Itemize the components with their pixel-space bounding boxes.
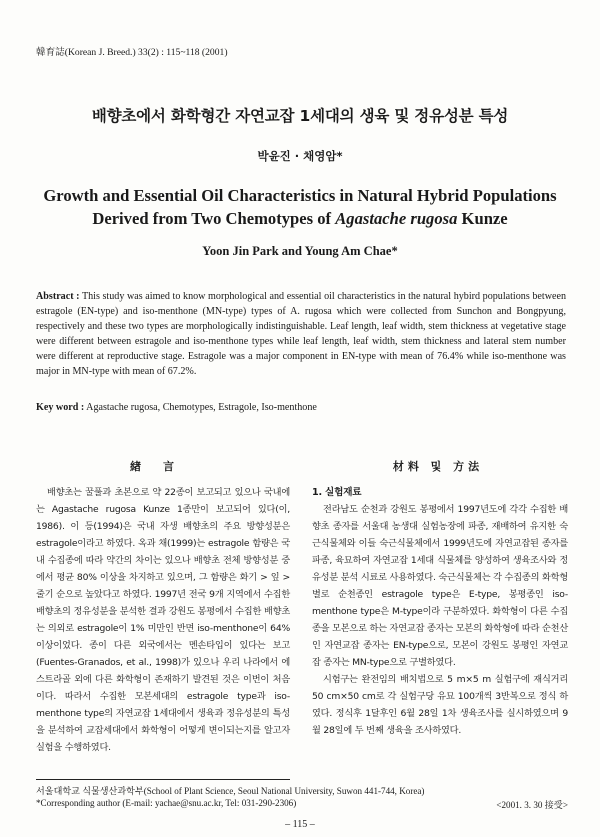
subsection-heading-materials: 1. 실험재료 <box>312 487 362 498</box>
korean-authors: 박윤진 · 채영암* <box>257 149 343 163</box>
abstract-text: This study was aimed to know morphological and essential oil characteristics in the natural hybird populations between estragole (EN-type) and iso-menthone (MN-type) types of A. rugosa which were collected from Sunchon and Bongpyung, respectively and these two types are morphologically indistinguishable. Leaf length, leaf width, stem thickness at vegetative stage were different between estragole and iso-menthone types while leaf length, leaf width, stem thickness and lateral stem number were different at reproductive stage. Estragole was a major component in EN-type with mean of 76.4% while iso-menthone was major in MN-type with mean of 67.2%. <box>36 291 566 378</box>
methods-column <box>312 484 568 739</box>
keyword-label: Key word : <box>36 402 85 413</box>
title-species-name: Agastache rugosa <box>335 209 458 228</box>
methods-paragraph-2: 시험구는 완전임의 배치법으로 5 m×5 m 실험구에 재식거리 50 cm×50 cm로 각 실험구당 유묘 100개씩 3반복으로 정식 하였다. 정식후 1달후인 6월 28일 1차 생육조사를 실시하였으며 9월 28일에 두 번째 생육을 조사하였다. <box>312 674 568 736</box>
keyword-text: Agastache rugosa, Chemotypes, Estragole, Iso-menthone <box>84 402 317 413</box>
page-number: – 115 – <box>285 819 315 830</box>
english-title <box>0 184 600 230</box>
english-title-line-1: Growth and Essential Oil Characteristics in Natural Hybrid Populations <box>43 186 557 205</box>
section-heading-introduction: 緖言 <box>130 460 196 473</box>
methods-paragraph-1: 전라남도 순천과 강원도 봉평에서 1997년도에 각각 수집한 배향초 종자를 서울대 농생대 실험농장에 파종, 재배하여 유지한 숙근식물체와 이들 숙근식물체에서 1999년도에 자연교잡된 종자를 파종, 육묘하여 자연교잡 1세대 식물체를 양성하여 생육조사와 정유성분 분석 시료로 사용하였다. 숙근식물체는 각 수집종의 화학형별로 순천종인 estragole type은 E-type, 봉평종인 iso-menthone type은 M-type이라 구분하였다. 화학형이 다른 수집종을 모본으로 하는 자연교잡 종자는 모본의 화학형에 따라 순천산인 자연교잡 종자는 EN-type으로, 모본이 강원도 봉평인 자연교잡 종자는 MN-type으로 구별하였다. <box>312 504 568 668</box>
footnote-divider <box>36 779 290 780</box>
title-line-2-pre: Derived from Two Chemotypes of <box>92 209 336 228</box>
keywords <box>36 402 566 413</box>
korean-title: 배향초에서 화학형간 자연교잡 1세대의 생육 및 정유성분 특성 <box>91 107 509 125</box>
english-authors: Yoon Jin Park and Young Am Chae* <box>202 244 398 258</box>
title-line-2-post: Kunze <box>457 209 508 228</box>
abstract <box>36 289 566 380</box>
introduction-column <box>36 484 290 756</box>
introduction-paragraph: 배향초는 꿀풀과 초본으로 약 22종이 보고되고 있으나 국내에는 Agastache rugosa Kunze 1종만이 보고되어 있다(이, 1986). 이 등(1994)은 국내 자생 배향초의 주요 방향성분은 estragole이라고 하였다. 옥과 채(1999)는 estragole 함량은 국내 수집종에 따라 약간의 차이는 있으나 배향초 전체 방향성분 중에서 평균 80% 이상을 차지하고 있으며, 그 함량은 화기 > 잎 > 줄기 순으로 높았다고 하였다. 1997년 전국 9개 지역에서 수집한 배향초의 정유성분을 분석한 결과 강원도 봉평에서 수집한 배향초는 의외로 estragole이 1% 미만인 반면 iso-menthone이 64% 이상이었다. 종이 다른 외국에서는 멘손타입이 있다는 보고(Fuentes-Granados, et al., 1998)가 있으나 우리 나라에서 에스트라골 외에 다른 화학형이 존재하기 발견된 것은 이번이 처음이다. 따라서 수집한 모본세대의 estragole type과 iso-menthone type의 자연교잡 1세대에서 생육과 정유성분의 특성을 분석하여 교잡세대에서 화학형이 어떻게 변이되는지를 알고자 실험을 수행하였다. <box>36 487 290 753</box>
abstract-label: Abstract : <box>36 291 80 302</box>
english-title-line-2 <box>0 207 600 230</box>
received-date: <2001. 3. 30 接受> <box>496 800 568 810</box>
section-heading-materials-methods: 材料 및 方法 <box>392 460 484 473</box>
journal-citation: 韓育誌(Korean J. Breed.) 33(2) : 115~118 (2001) <box>36 47 228 58</box>
footnote-corresponding-author: *Corresponding author (E-mail: yachae@snu.ac.kr, Tel: 031-290-2306) <box>36 798 297 808</box>
footnote-affiliation: 서울대학교 식물생산과학부(School of Plant Science, Seoul National University, Suwon 441-744, Korea) <box>36 786 425 796</box>
